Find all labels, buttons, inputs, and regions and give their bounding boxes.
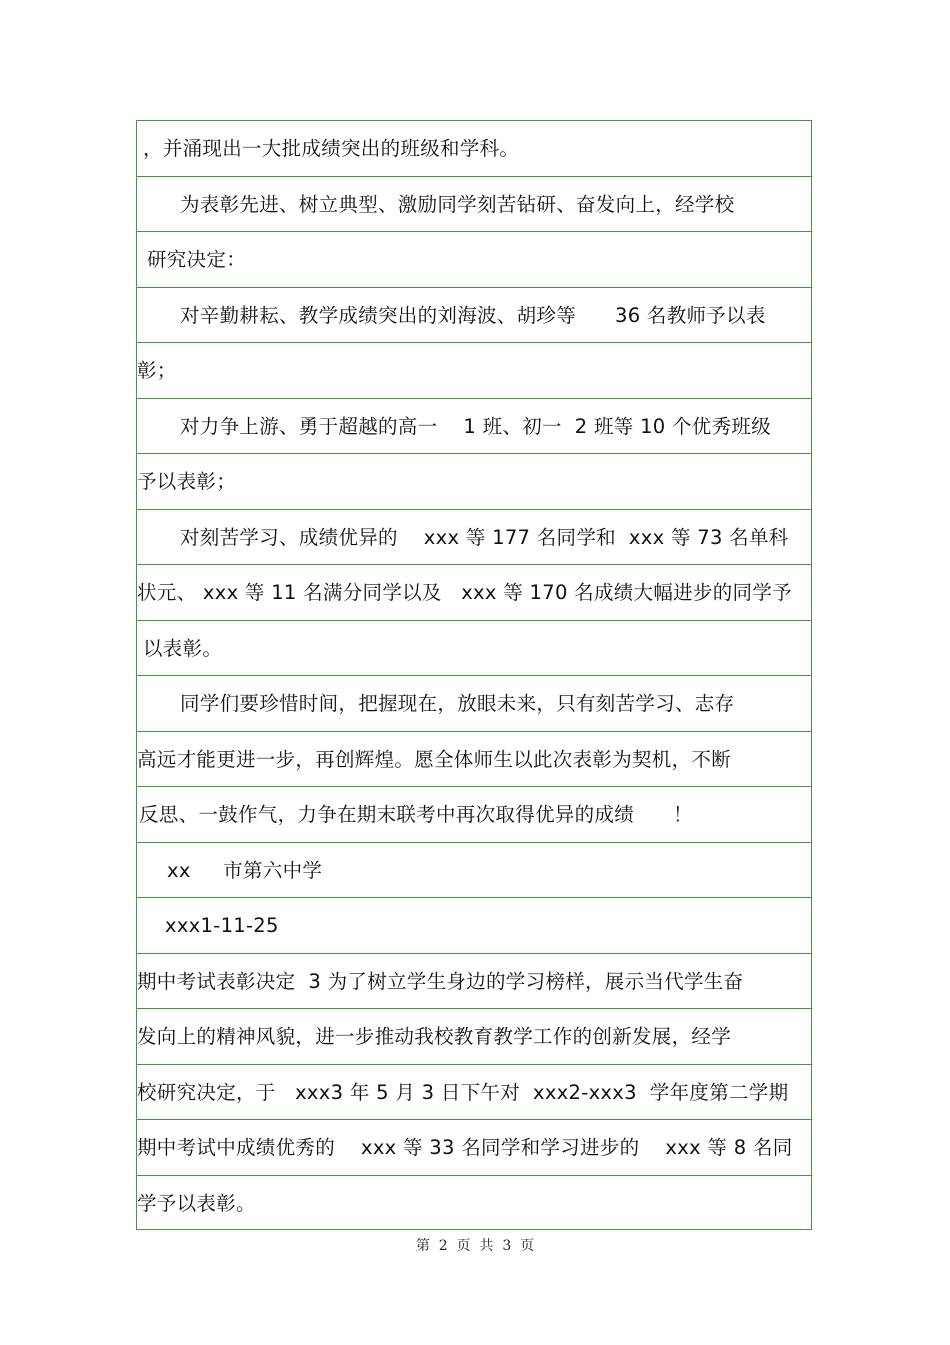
text-line-content: 以表彰。 xyxy=(143,636,223,660)
text-line xyxy=(137,1176,811,1232)
text-line-content: ，并涌现出一大批成绩突出的班级和学科。 xyxy=(143,137,520,160)
text-line-content: 对辛勤耕耘、教学成绩突出的刘海波、胡珍等 36 名教师予以表 xyxy=(180,303,766,327)
text-line xyxy=(137,1009,811,1065)
text-line xyxy=(137,510,811,566)
text-line-content: 期中考试中成绩优秀的 xxx 等 33 名同学和学习进步的 xxx 等 8 名同 xyxy=(137,1136,793,1159)
text-line xyxy=(137,343,811,399)
text-line xyxy=(137,565,811,621)
text-line-content: 对力争上游、勇于超越的高一 1 班、初一 2 班等 10 个优秀班级 xyxy=(180,414,772,438)
text-line-content: 为表彰先进、树立典型、激励同学刻苦钻研、奋发向上，经学校 xyxy=(180,192,735,216)
text-line-content: 研究决定： xyxy=(147,248,247,271)
text-line-content: 学予以表彰。 xyxy=(137,1191,256,1215)
text-line xyxy=(137,121,811,177)
text-line xyxy=(137,676,811,732)
text-line-content: 对刻苦学习、成绩优异的 xxx 等 177 名同学和 xxx 等 73 名单科 xyxy=(180,525,789,549)
text-line-content: 反思、一鼓作气，力争在期末联考中再次取得优异的成绩 ！ xyxy=(139,803,693,826)
text-line xyxy=(137,232,811,288)
text-line-content: xxx1-11-25 xyxy=(165,914,279,937)
text-line xyxy=(137,621,811,677)
text-line xyxy=(137,454,811,510)
text-line-content: 校研究决定，于 xxx3 年 5 月 3 日下午对 xxx2-xxx3 学年度第二学期 xyxy=(137,1080,789,1104)
text-line-content: 同学们要珍惜时间，把握现在，放眼未来，只有刻苦学习、志存 xyxy=(180,692,735,715)
text-line xyxy=(137,399,811,455)
text-line xyxy=(137,1120,811,1176)
text-line xyxy=(137,177,811,233)
text-line-content: 彰； xyxy=(137,359,177,382)
text-line xyxy=(137,843,811,899)
text-line xyxy=(137,898,811,954)
text-line xyxy=(137,1065,811,1121)
lined-text-box xyxy=(136,120,812,1230)
text-line xyxy=(137,954,811,1010)
page-number-footer: 第 2 页 共 3 页 xyxy=(415,1238,535,1254)
text-line-content: 发向上的精神风貌，进一步推动我校教育教学工作的创新发展，经学 xyxy=(137,1025,732,1048)
text-line xyxy=(137,787,811,843)
text-line-content: 予以表彰； xyxy=(137,470,237,493)
text-line xyxy=(137,288,811,344)
text-line-content: 期中考试表彰决定 3 为了树立学生身边的学习榜样，展示当代学生奋 xyxy=(137,969,744,993)
text-line-content: 状元、 xxx 等 11 名满分同学以及 xxx 等 170 名成绩大幅进步的同学予 xyxy=(137,581,792,604)
text-line xyxy=(137,732,811,788)
text-line-content: 高远才能更进一步，再创辉煌。愿全体师生以此次表彰为契机，不断 xyxy=(137,747,732,771)
text-line-content: xx 市第六中学 xyxy=(167,858,323,882)
